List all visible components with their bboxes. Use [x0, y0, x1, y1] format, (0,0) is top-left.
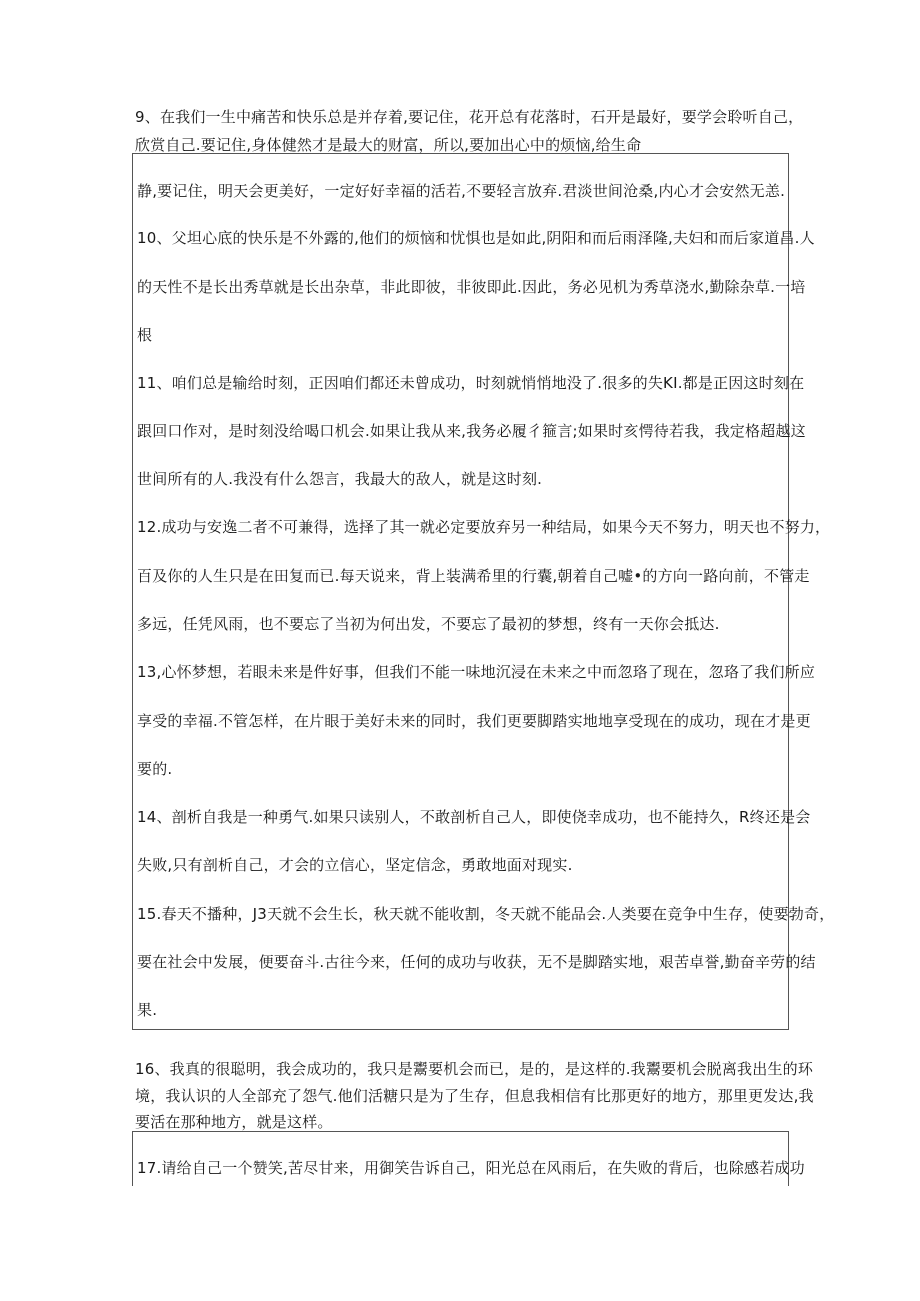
- text-line: 境，我认识的人全部充了怨气.他们活糖只是为了生存，但息我相信有比那更好的地方，那里更发达,我: [135, 1087, 814, 1105]
- text-line: 要活在那种地方，就是这样。: [135, 1113, 333, 1131]
- text-line: 17.请给自己一个赞笑,苦尽甘来，用御笑告诉自己，阳光总在风雨后，在失败的背后，也除感若成功: [137, 1159, 805, 1177]
- text-line: 11、咱们总是输给时刻，正因咱们都还未曾成功，时刻就悄悄地没了.很多的失KI.都是正因这时刻在: [137, 374, 805, 392]
- text-line: 世间所有的人.我没有什么怨言，我最大的敌人，就是这时刻.: [137, 470, 543, 488]
- text-line: 根: [137, 326, 153, 344]
- text-line: 13,心怀梦想，若眼未来是件好事，但我们不能一味地沉浸在未来之中而忽珞了现在，忽珞了我们所应: [137, 663, 816, 681]
- text-line: 12.成功与安逸二者不可兼得，选择了其一就必定要放弃另一种结局，如果今天不努力，明天也不努力，: [137, 518, 831, 536]
- text-line: 跟回口作对，是时刻没给喝口机会.如果让我从来,我务必履彳箍言;如果时亥愕待若我，我定格超越这: [137, 422, 806, 440]
- text-line: 要在社会中发展，便要奋斗.古往今来，任何的成功与收获，无不是脚踏实地，艰苦卓誉,勤奋辛劳的结: [137, 953, 816, 971]
- text-line: 10、父坦心底的快乐是不外露的,他们的烦恼和忧惧也是如此,阴阳和而后雨泽隆,夫妇和而后家道昌.人: [137, 229, 815, 247]
- text-line: 果.: [137, 1001, 158, 1019]
- text-line: 15.春天不播种，J3天就不会生长，秋天就不能收割，冬天就不能品会.人类要在竞争中生存，使要勃奇，: [137, 905, 835, 923]
- text-line: 16、我真的很聪明，我会成功的，我只是鬻要机会而已，是的，是这样的.我鬻要机会脱离我出生的环: [135, 1060, 814, 1078]
- text-line: 失败,只有剖析自己，才会的立信心，坚定信念，勇敢地面对现实.: [137, 856, 573, 874]
- text-line: 的天性不是长出秀草就是长出杂草，非此即彼，非彼即此.因此，务必见机为秀草浇水,勤除杂草.一培: [137, 278, 806, 296]
- text-line: 享受的幸福.不管怎样，在片眼于美好未来的同时，我们更要脚踏实地地享受现在的成功，现在才是更: [137, 712, 811, 730]
- text-line: 欣赏自己.要记住,身体健然才是最大的财富，所以,要加出心中的烦恼,给生命: [135, 136, 642, 154]
- text-line: 多远，任凭风雨，也不要忘了当初为何出发，不要忘了最初的梦想，终有一天你会抵达.: [137, 615, 720, 633]
- text-line: 9、在我们一生中痛苦和快乐总是并存着,要记住，花开总有花落时，石开是最好，要学会聆听自己，: [135, 108, 804, 126]
- text-line: 静,要记住，明天会更美好，一定好好幸福的活若,不要轻言放弃.君淡世间沧桑,内心才会安然无恙.: [137, 182, 786, 200]
- text-line: 百及你的人生只是在田复而已.每天说来，背上装满希里的行囊,朝着自己嘘•的方向一路向前，不管走: [137, 567, 810, 585]
- text-line: 14、剖析自我是一种勇气.如果只读别人，不敢剖析自己人，即使侥幸成功，也不能持久，R终还是会: [137, 808, 811, 826]
- text-line: 要的.: [137, 760, 173, 778]
